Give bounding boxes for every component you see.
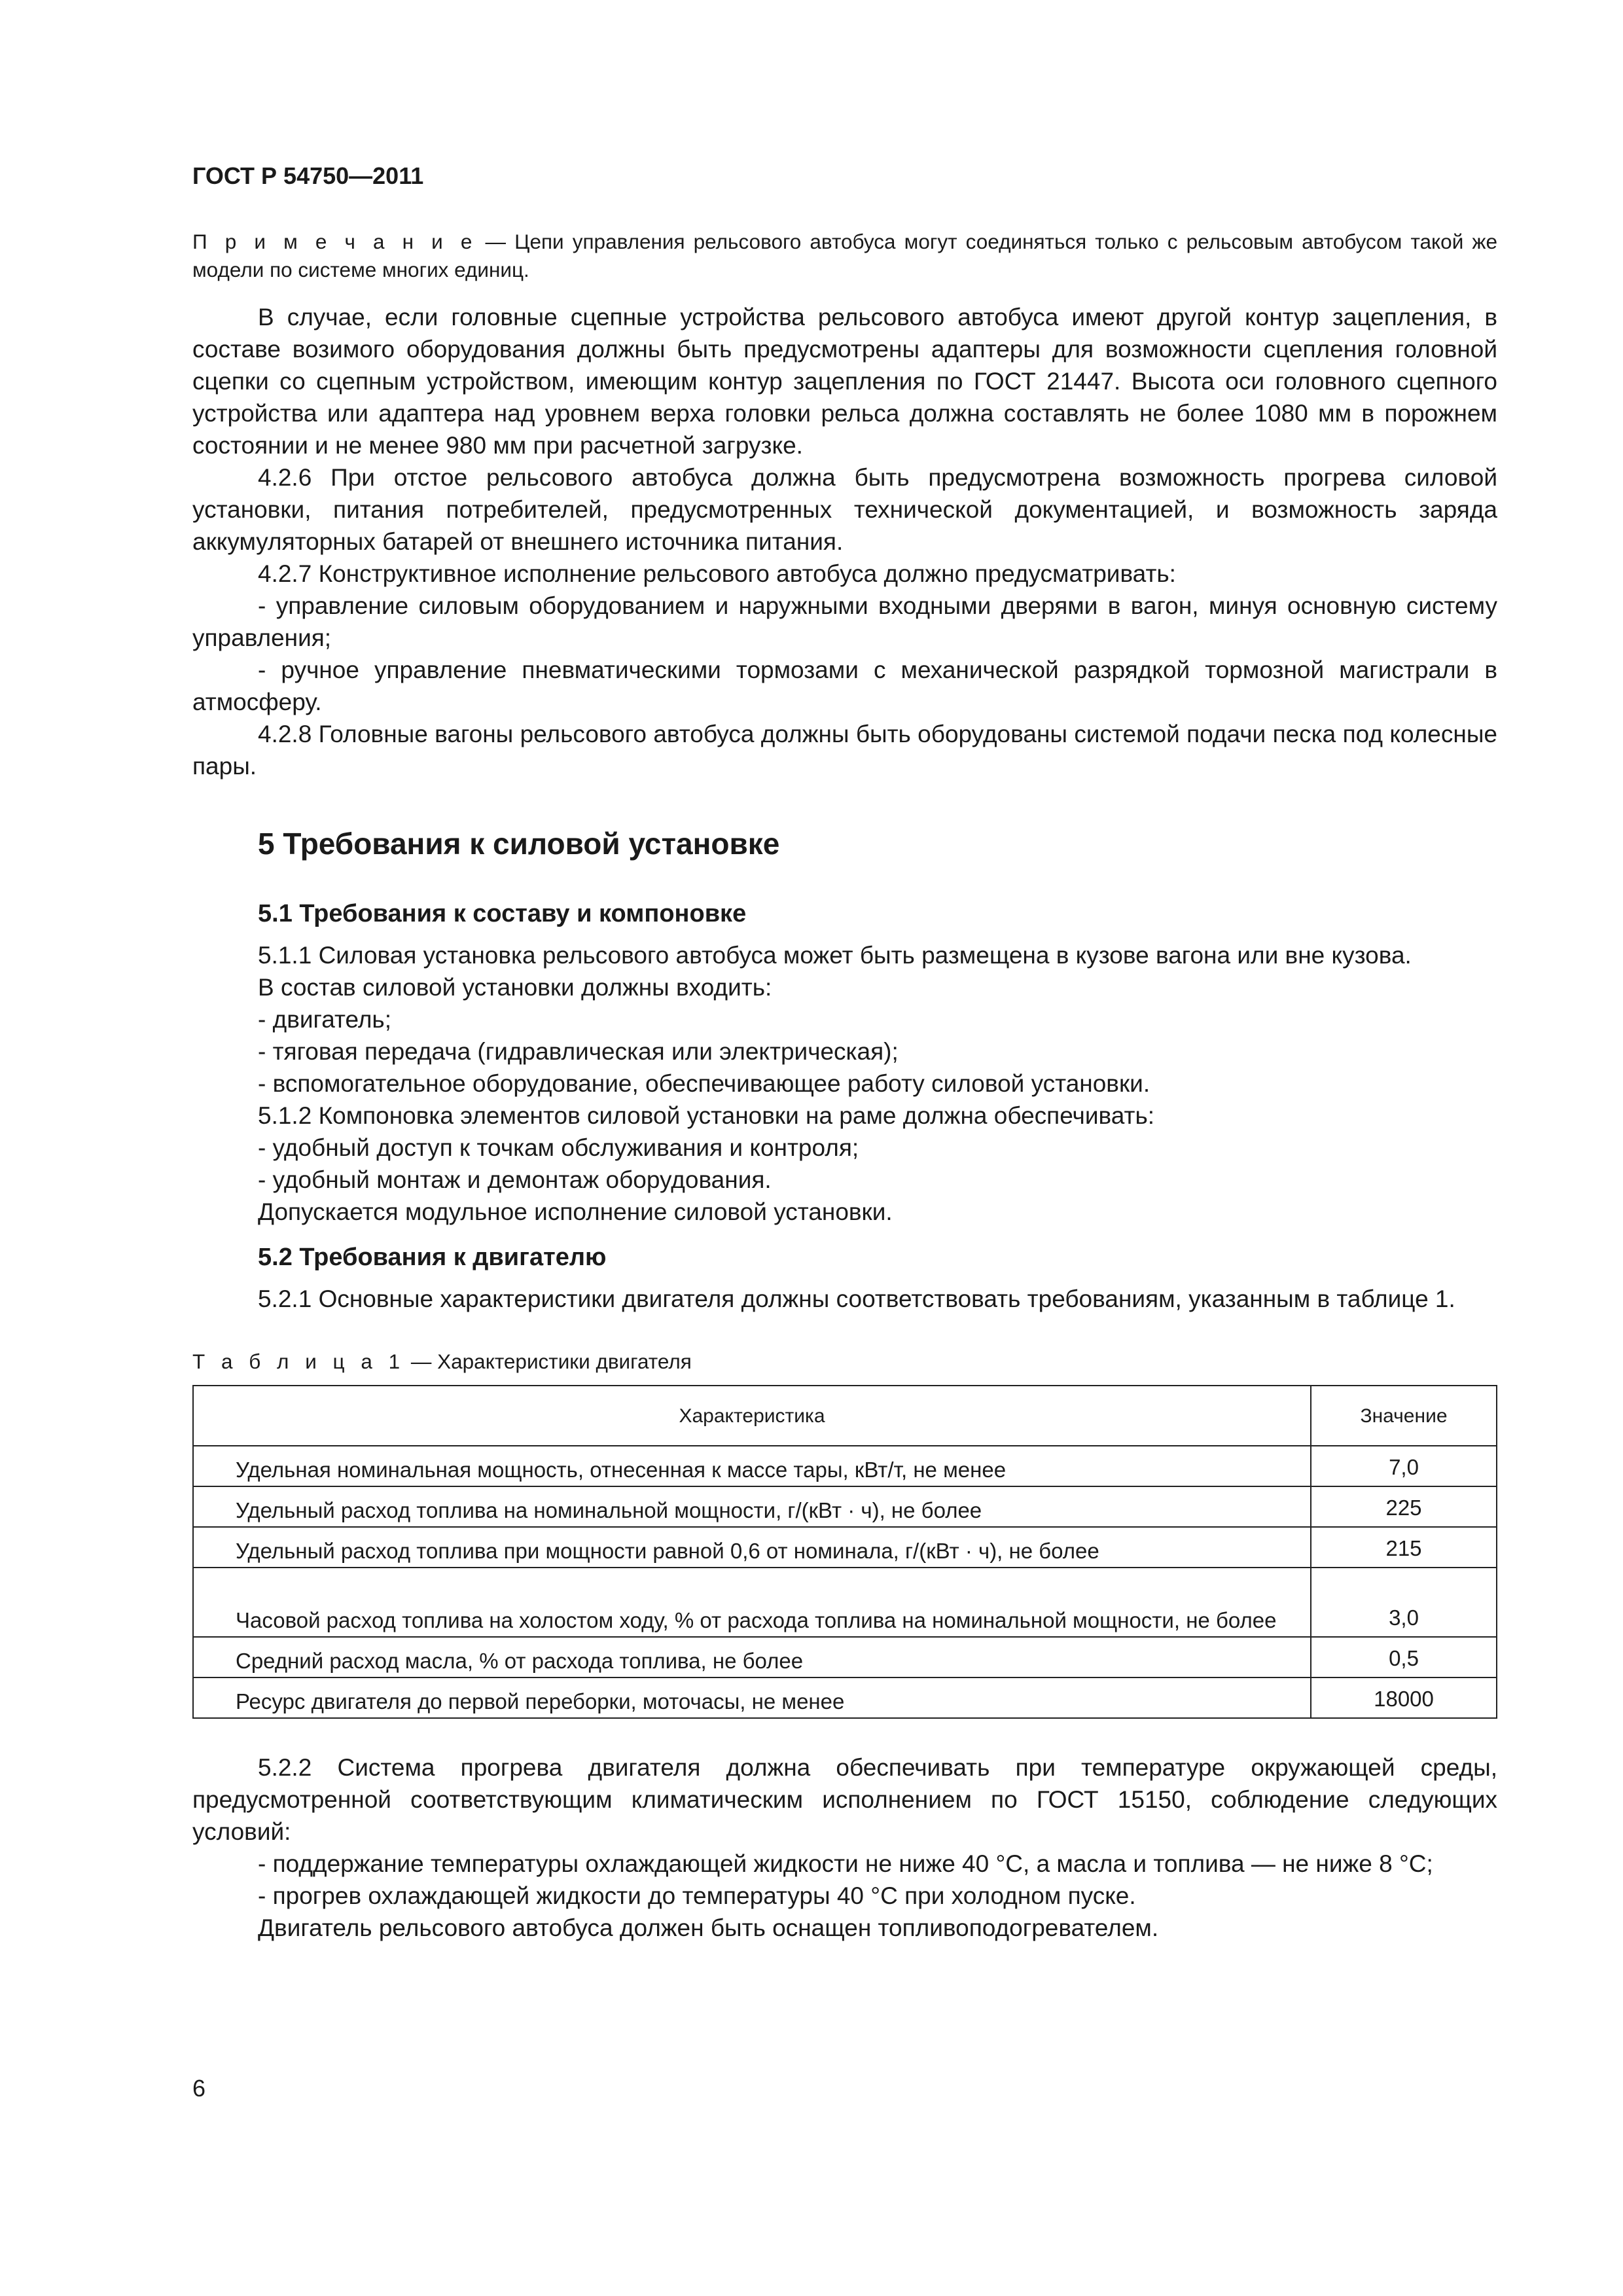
paragraph: 4.2.6 При отстое рельсового автобуса должна быть предусмотрена возможность прогрева силовой установки, питания потребителей, предусмотренных технической документацией, и возможность заряда аккумуляторных батарей от внешнего источника питания. xyxy=(192,464,1497,555)
list-item: - управление силовым оборудованием и наружными входными дверями в вагон, минуя основную систему управления; xyxy=(192,592,1497,651)
list-item: - поддержание температуры охлаждающей жидкости не ниже 40 °С, а масла и топлива — не ниже 8 °С; xyxy=(258,1850,1433,1877)
column-header-characteristic: Характеристика xyxy=(193,1386,1311,1446)
list-item: - удобный монтаж и демонтаж оборудования. xyxy=(258,1166,772,1193)
list-item: - ручное управление пневматическими тормозами с механической разрядкой тормозной магистрали в атмосферу. xyxy=(192,656,1497,715)
cell-value: 3,0 xyxy=(1311,1568,1497,1637)
list-item: - тяговая передача (гидравлическая или электрическая); xyxy=(258,1038,899,1065)
paragraph: 4.2.7 Конструктивное исполнение рельсового автобуса должно предусматривать: xyxy=(258,560,1176,587)
section-heading-5-2: 5.2 Требования к двигателю xyxy=(258,1244,607,1271)
cell-characteristic: Часовой расход топлива на холостом ходу, % от расхода топлива на номинальной мощности, не более xyxy=(193,1568,1311,1637)
document-body xyxy=(192,301,1497,1944)
column-header-value: Значение xyxy=(1311,1386,1497,1446)
paragraph: Допускается модульное исполнение силовой установки. xyxy=(258,1198,893,1225)
note-label: П р и м е ч а н и е xyxy=(192,230,477,253)
table-row xyxy=(193,1677,1497,1718)
section-heading-5: 5 Требования к силовой установке xyxy=(258,827,780,861)
list-item: - прогрев охлаждающей жидкости до температуры 40 °С при холодном пуске. xyxy=(258,1882,1136,1909)
paragraph: 5.2.2 Система прогрева двигателя должна обеспечивать при температуре окружающей среды, предусмотренной соответствующим климатическим исполнением по ГОСТ 15150, соблюдение следующих условий: xyxy=(192,1754,1497,1845)
table-caption-text: — Характеристики двигателя xyxy=(405,1350,692,1373)
engine-characteristics-table xyxy=(192,1385,1497,1719)
list-item: - двигатель; xyxy=(258,1006,391,1033)
cell-characteristic: Удельный расход топлива при мощности равной 0,6 от номинала, г/(кВт · ч), не более xyxy=(193,1527,1311,1568)
table-row xyxy=(193,1568,1497,1637)
cell-value: 0,5 xyxy=(1311,1637,1497,1677)
paragraph: В состав силовой установки должны входить: xyxy=(258,974,772,1001)
cell-characteristic: Удельная номинальная мощность, отнесенная к массе тары, кВт/т, не менее xyxy=(193,1446,1311,1486)
cell-characteristic: Ресурс двигателя до первой переборки, моточасы, не менее xyxy=(193,1677,1311,1718)
note-text: — Цепи управления рельсового автобуса могут соединяться только с рельсовым автобусом такой же модели по системе многих единиц. xyxy=(192,230,1497,281)
list-item: - вспомогательное оборудование, обеспечивающее работу силовой установки. xyxy=(258,1070,1150,1097)
note xyxy=(192,228,1497,284)
page-number: 6 xyxy=(192,2075,206,2102)
table-row xyxy=(193,1486,1497,1527)
list-item: - удобный доступ к точкам обслуживания и контроля; xyxy=(258,1134,859,1161)
section-5-2-2 xyxy=(192,1751,1497,1944)
cell-value: 225 xyxy=(1311,1486,1497,1527)
cell-value: 215 xyxy=(1311,1527,1497,1568)
paragraph: 5.1.1 Силовая установка рельсового автобуса может быть размещена в кузове вагона или вне кузова. xyxy=(258,942,1412,969)
paragraph: 4.2.8 Головные вагоны рельсового автобуса должны быть оборудованы системой подачи песка под колесные пары. xyxy=(192,721,1497,780)
cell-value: 7,0 xyxy=(1311,1446,1497,1486)
paragraph: Двигатель рельсового автобуса должен быть оснащен топливоподогревателем. xyxy=(258,1914,1159,1941)
section-heading-5-1: 5.1 Требования к составу и компоновке xyxy=(258,900,747,927)
cell-characteristic: Средний расход масла, % от расхода топлива, не более xyxy=(193,1637,1311,1677)
paragraph: 5.1.2 Компоновка элементов силовой установки на раме должна обеспечивать: xyxy=(258,1102,1155,1129)
table-row xyxy=(193,1446,1497,1486)
paragraph: 5.2.1 Основные характеристики двигателя должны соответствовать требованиям, указанным в таблице 1. xyxy=(258,1285,1455,1312)
document-code: ГОСТ Р 54750—2011 xyxy=(192,162,424,189)
table-row xyxy=(193,1637,1497,1677)
cell-value: 18000 xyxy=(1311,1677,1497,1718)
table-row xyxy=(193,1527,1497,1568)
cell-characteristic: Удельный расход топлива на номинальной мощности, г/(кВт · ч), не более xyxy=(193,1486,1311,1527)
table-caption-label: Т а б л и ц а 1 xyxy=(192,1350,406,1373)
table-caption xyxy=(192,1348,1497,1376)
paragraph: В случае, если головные сцепные устройства рельсового автобуса имеют другой контур зацепления, в составе возимого оборудования должны быть предусмотрены адаптеры для возможности сцепления головной сцепки со сцепным устройством, имеющим контур зацепления по ГОСТ 21447. Высота оси головного сцепного устройства или адаптера над уровнем верха головки рельса должна составлять не более 1080 мм в порожнем состоянии и не менее 980 мм при расчетной загрузке. xyxy=(192,304,1497,459)
